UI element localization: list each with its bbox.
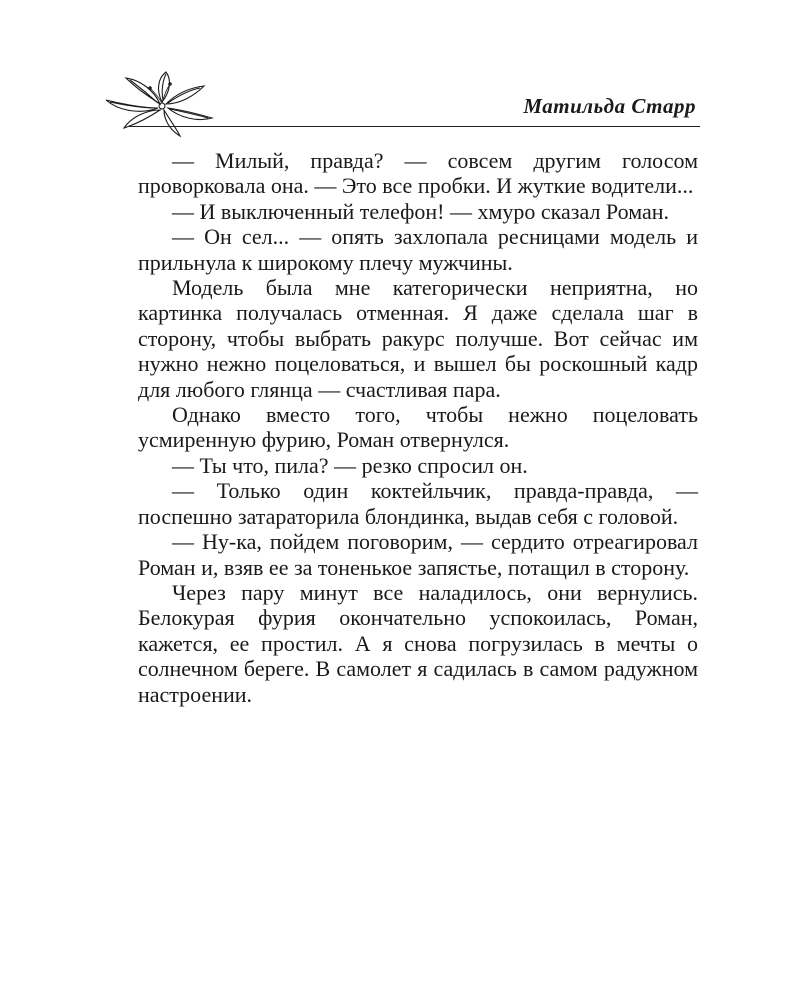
paragraph: Однако вместо того, чтобы нежно поцеловать усмиренную фурию, Роман отвернулся. [138, 402, 698, 453]
paragraph: — Ты что, пила? — резко спросил он. [172, 452, 528, 478]
paragraph: — Только один коктейльчик, правда-правда, — поспешно затараторила блондинка, выдав себя с головой. [138, 478, 698, 529]
running-head-author: Матильда Старр [523, 94, 696, 118]
flower-ornament-icon [100, 70, 220, 138]
page-header [100, 70, 700, 140]
body-text [138, 148, 698, 707]
header-rule [128, 126, 700, 127]
paragraph: — И выключенный телефон! — хмуро сказал Роман. [172, 198, 670, 224]
paragraph: — Он сел... — опять захлопала ресницами модель и прильнула к широкому плечу мужчины. [138, 224, 698, 275]
paragraph: Модель была мне категорически неприятна, но картинка получалась отменная. Я даже сделала шаг в сторону, чтобы выбрать ракурс получше. Вот сейчас им нужно нежно поцеловаться, и вышел бы роскошный кадр для любого глянца — счастливая пара. [138, 275, 698, 402]
paragraph: — Милый, правда? — совсем другим голосом проворковала она. — Это все пробки. И жуткие водители... [138, 148, 698, 199]
paragraph: — Ну-ка, пойдем поговорим, — сердито отреагировал Роман и, взяв ее за тоненькое запястье, потащил в сторону. [138, 529, 698, 580]
paragraph: Через пару минут все наладилось, они вернулись. Белокурая фурия окончательно успокоилась, Роман, кажется, ее простил. А я снова погрузилась в мечты о солнечном береге. В самолет я садилась в самом радужном настроении. [138, 579, 698, 707]
